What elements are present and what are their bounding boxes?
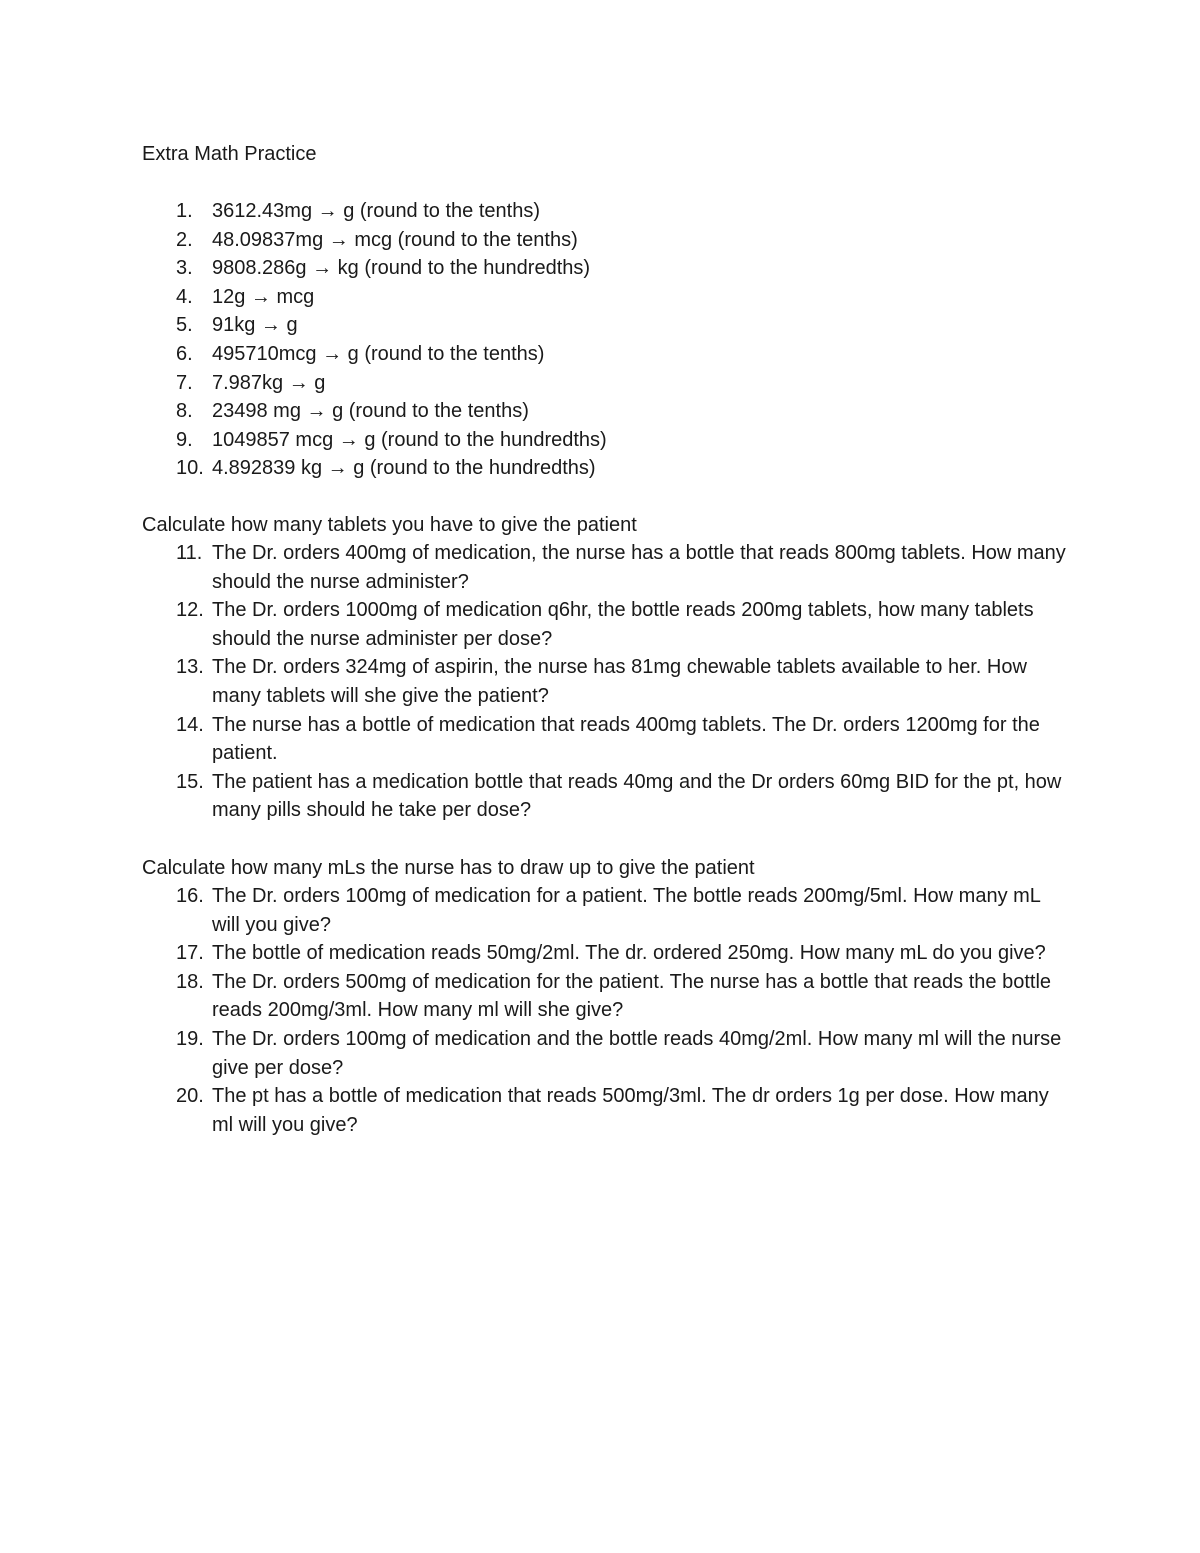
- item-number: 8.: [176, 400, 193, 423]
- item-number: 12.: [176, 599, 204, 622]
- item-number: 10.: [176, 457, 204, 480]
- list-item: [0, 1082, 1200, 1139]
- item-number: 4.: [176, 285, 193, 308]
- item-text: The Dr. orders 324mg of aspirin, the nurse has 81mg chewable tablets available to her. How many tablets will she give the patient?: [212, 656, 1027, 707]
- list-item: [0, 369, 1200, 398]
- item-number: 7.: [176, 371, 193, 394]
- list-item: [0, 197, 1200, 226]
- item-text: The bottle of medication reads 50mg/2ml. The dr. ordered 250mg. How many mL do you give?: [212, 942, 1046, 965]
- list-item: [0, 539, 1200, 596]
- item-number: 18.: [176, 970, 204, 993]
- item-number: 17.: [176, 942, 204, 965]
- item-number: 14.: [176, 713, 204, 736]
- item-text: 1049857 mcg → g (round to the hundredths): [212, 428, 607, 451]
- list-item: [0, 1025, 1200, 1082]
- section-heading-tablets: Calculate how many tablets you have to give the patient: [142, 514, 637, 536]
- item-text: The Dr. orders 500mg of medication for the patient. The nurse has a bottle that reads the bottle reads 200mg/3ml. How many ml will she give?: [212, 970, 1052, 1022]
- list-item: [0, 968, 1200, 1025]
- item-number: 5.: [176, 314, 193, 337]
- item-text: 12g → mcg: [212, 285, 315, 308]
- list-item: [0, 254, 1200, 283]
- item-number: 15.: [176, 770, 204, 793]
- list-item: [0, 882, 1200, 939]
- list-item: [0, 426, 1200, 455]
- item-text: 48.09837mg → mcg (round to the tenths): [212, 228, 578, 251]
- item-text: 7.987kg → g: [212, 371, 326, 394]
- item-number: 16.: [176, 885, 204, 907]
- item-text: 3612.43mg → g (round to the tenths): [212, 200, 540, 222]
- item-number: 9.: [176, 428, 193, 451]
- item-number: 2.: [176, 228, 193, 251]
- list-item: [0, 653, 1200, 710]
- item-text: 23498 mg → g (round to the tenths): [212, 400, 529, 423]
- section-heading-mls: Calculate how many mLs the nurse has to draw up to give the patient: [142, 857, 755, 879]
- item-text: 9808.286g → kg (round to the hundredths): [212, 257, 591, 280]
- item-text: The Dr. orders 100mg of medication for a patient. The bottle reads 200mg/5ml. How many mL will you give?: [212, 885, 1041, 936]
- list-item: [0, 226, 1200, 255]
- item-text: 4.892839 kg → g (round to the hundredths): [212, 457, 596, 480]
- page-title: Extra Math Practice: [142, 143, 317, 165]
- item-text: The nurse has a bottle of medication that reads 400mg tablets. The Dr. orders 1200mg for the patient.: [212, 713, 1040, 765]
- list-item: [0, 311, 1200, 340]
- item-number: 19.: [176, 1027, 204, 1050]
- list-item: [0, 340, 1200, 369]
- item-text: 91kg → g: [212, 314, 298, 337]
- item-text: The patient has a medication bottle that reads 40mg and the Dr orders 60mg BID for the pt, how many pills should he take per dose?: [212, 770, 1062, 822]
- list-item: [0, 768, 1200, 825]
- list-item: [0, 397, 1200, 426]
- list-item: [0, 711, 1200, 768]
- conversion-list: [0, 197, 1200, 483]
- item-number: 11.: [176, 542, 203, 564]
- item-text: The Dr. orders 1000mg of medication q6hr, the bottle reads 200mg tablets, how many tablets should the nurse administer per dose?: [212, 599, 1034, 650]
- list-item: [0, 454, 1200, 483]
- list-item: [0, 596, 1200, 653]
- item-text: The pt has a bottle of medication that reads 500mg/3ml. The dr orders 1g per dose. How many ml will you give?: [212, 1085, 1049, 1136]
- item-text: The Dr. orders 100mg of medication and the bottle reads 40mg/2ml. How many ml will the nurse give per dose?: [212, 1027, 1062, 1079]
- item-number: 3.: [176, 257, 193, 280]
- list-item: [0, 939, 1200, 968]
- item-number: 1.: [176, 200, 193, 222]
- item-number: 13.: [176, 656, 204, 679]
- item-text: The Dr. orders 400mg of medication, the nurse has a bottle that reads 800mg tablets. How many should the nurse administer?: [212, 542, 1066, 593]
- mls-list: [0, 882, 1200, 1139]
- item-text: 495710mcg → g (round to the tenths): [212, 342, 545, 365]
- tablets-list: [0, 539, 1200, 825]
- item-number: 20.: [176, 1085, 204, 1108]
- list-item: [0, 283, 1200, 312]
- item-number: 6.: [176, 342, 193, 365]
